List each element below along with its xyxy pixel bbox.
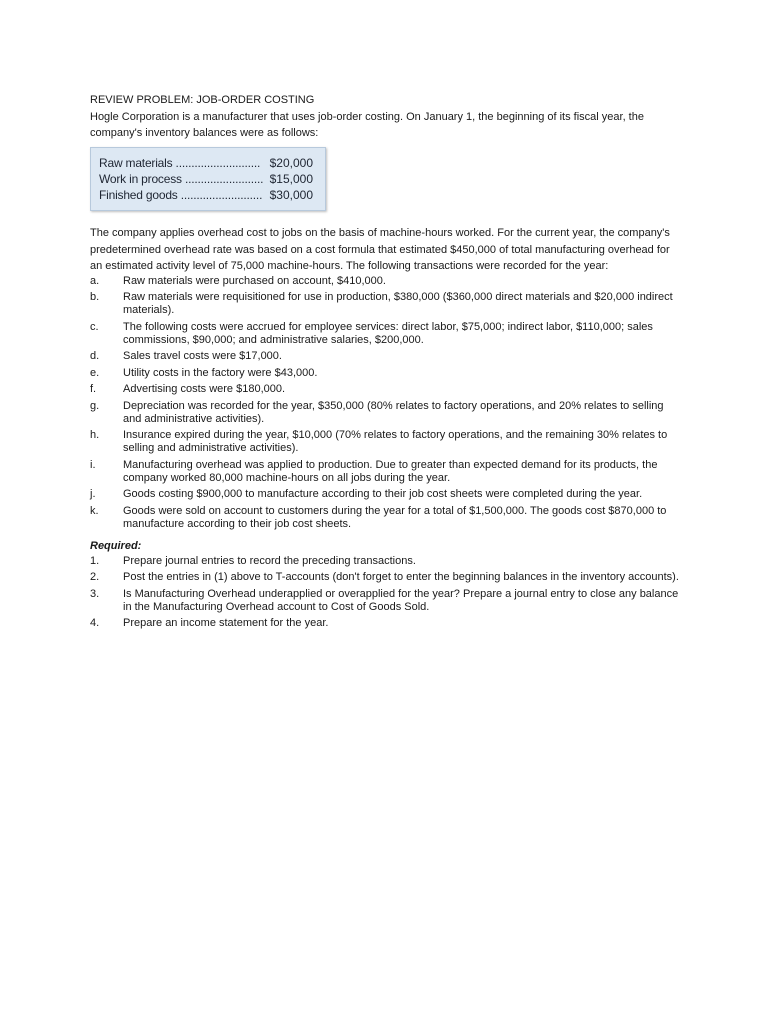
list-marker: a. [90,274,100,287]
list-marker: 4. [90,617,100,629]
list-marker: c. [90,320,99,333]
inventory-balances-box [90,147,326,211]
list-item-text: Goods costing $900,000 to manufacture according to their job cost sheets were completed during the year. [123,488,643,500]
transactions-list [90,275,680,531]
list-marker: 1. [90,554,100,567]
balance-amount: $30,000 [269,188,313,202]
requirements-list [90,555,680,631]
list-item [90,321,680,347]
list-item-text: Depreciation was recorded for the year, $350,000 (80% relates to factory operations, and 20% relates to selling and administrative activities). [123,399,664,425]
list-marker: f. [90,383,97,395]
balance-label: Raw materials ........................... [99,156,261,170]
list-item [90,588,680,614]
list-item-text: Raw materials were requisitioned for use in production, $380,000 ($360,000 direct materials and $20,000 indirect materials). [123,291,673,316]
list-marker: h. [90,429,100,441]
balance-amount: $20,000 [269,156,313,170]
balance-amount: $15,000 [269,172,313,186]
list-item [90,555,680,568]
list-marker: d. [90,350,100,362]
balance-label: Finished goods .......................... [99,188,263,202]
list-item-text: Post the entries in (1) above to T-accounts (don't forget to enter the beginning balances in the inventory accounts). [123,571,679,583]
list-item-text: Sales travel costs were $17,000. [123,350,282,362]
list-item [90,571,680,584]
document-page [90,93,680,634]
list-marker: i. [90,458,96,471]
overhead-paragraph: The company applies overhead cost to jobs on the basis of machine-hours worked. For the current year, the company's predetermined overhead rate was based on a cost formula that estimated $450,000 of total manufacturing overhead for an estimated activity level of 75,000 machine-hours. The following transactions were recorded for the year: [90,227,670,272]
list-item [90,275,680,288]
list-item [90,459,680,485]
list-item-text: Advertising costs were $180,000. [123,383,286,395]
list-item [90,383,680,396]
balance-row-finished-goods [99,187,313,203]
list-item [90,291,680,317]
document-title: REVIEW PROBLEM: JOB-ORDER COSTING [90,94,315,106]
list-marker: g. [90,399,100,412]
list-item-text: Insurance expired during the year, $10,000 (70% relates to factory operations, and the remaining 30% relates to selling and administrative activities). [123,429,668,454]
balance-label: Work in process ......................... [99,172,264,186]
balance-row-work-in-process [99,171,313,187]
required-heading: Required: [90,539,142,552]
list-marker: 3. [90,587,100,600]
list-marker: b. [90,291,100,303]
list-item-text: Goods were sold on account to customers during the year for a total of $1,500,000. The goods cost $870,000 to manufacture according to their job cost sheets. [123,504,667,530]
list-item [90,488,680,501]
list-item [90,350,680,363]
list-item [90,429,680,455]
list-item [90,400,680,426]
list-item-text: Raw materials were purchased on account, $410,000. [123,274,386,287]
intro-paragraph: Hogle Corporation is a manufacturer that uses job-order costing. On January 1, the beginning of its fiscal year, the company's inventory balances were as follows: [90,111,644,139]
list-item [90,505,680,531]
balance-row-raw-materials [99,155,313,171]
list-marker: k. [90,504,99,517]
list-item [90,367,680,380]
list-item-text: Utility costs in the factory were $43,000. [123,366,318,379]
list-item [90,617,680,630]
list-item-text: The following costs were accrued for employee services: direct labor, $75,000; indirect labor, $110,000; sales commissions, $90,000; and administrative salaries, $200,000. [123,320,653,346]
list-marker: 2. [90,571,100,583]
list-marker: e. [90,366,100,379]
list-item-text: Prepare journal entries to record the preceding transactions. [123,554,416,567]
list-marker: j. [90,488,96,500]
list-item-text: Manufacturing overhead was applied to production. Due to greater than expected demand for its products, the company worked 80,000 machine-hours on all jobs during the year. [123,458,658,484]
list-item-text: Prepare an income statement for the year. [123,617,329,629]
list-item-text: Is Manufacturing Overhead underapplied or overapplied for the year? Prepare a journal entry to close any balance in the Manufacturing Overhead account to Cost of Goods Sold. [123,587,679,613]
